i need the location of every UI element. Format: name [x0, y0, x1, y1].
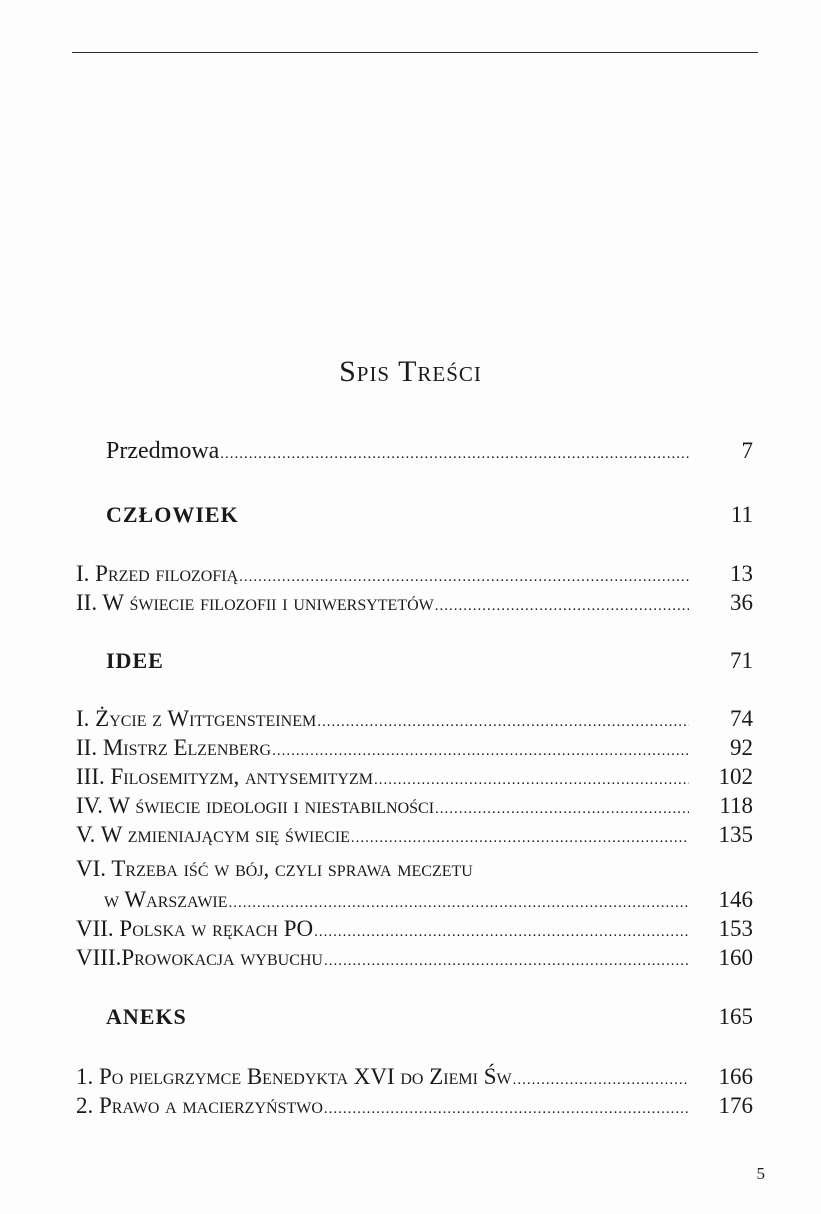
page-number: 5 — [756, 1164, 765, 1183]
toc-entry-przedmowa — [0, 436, 821, 469]
toc-entry-page: 135 — [718, 822, 753, 847]
toc-entry-label: I. Przed filozofią — [76, 561, 239, 586]
section-heading-label: CZŁOWIEK — [106, 502, 239, 527]
dot-leader — [324, 946, 689, 976]
dot-leader — [220, 439, 689, 469]
toc-entry-page: 146 — [718, 887, 753, 912]
toc-entry — [0, 588, 821, 621]
toc-entry-page: 92 — [730, 735, 753, 760]
toc-entry-page: 176 — [718, 1093, 753, 1118]
toc-entry-page: 13 — [730, 561, 753, 586]
dot-leader — [351, 823, 689, 853]
toc-entry — [0, 1091, 821, 1124]
toc-entry-label: I. Życie z Wittgensteinem — [76, 706, 317, 731]
dot-leader — [435, 591, 689, 621]
toc-entry-page: 166 — [718, 1064, 753, 1089]
toc-entry-label: VIII.Prowokacja wybuchu — [76, 945, 323, 970]
toc-entry-label: VII. Polska w rękach PO — [76, 916, 314, 941]
toc-entry-label: V. W zmieniającym się świecie — [76, 822, 350, 847]
toc-entry-page: 160 — [718, 945, 753, 970]
toc-entry-label: IV. W świecie ideologii i niestabilności — [76, 793, 435, 818]
toc-entry-label: 1. Po pielgrzymce Benedykta XVI do Ziemi Św — [76, 1064, 512, 1089]
section-heading-label: ANEKS — [106, 1004, 187, 1029]
toc-entry-label: 2. Prawo a macierzyństwo — [76, 1093, 323, 1118]
toc-entry — [0, 820, 821, 853]
section-heading-page: 71 — [730, 648, 753, 673]
toc-entry-label: III. Filosemityzm, antysemityzm — [76, 764, 373, 789]
toc-entry-page: 7 — [741, 438, 753, 463]
toc-entry — [0, 943, 821, 976]
toc-entry-label: II. W świecie filozofii i uniwersytetów — [76, 590, 434, 615]
section-heading-czlowiek — [0, 500, 821, 530]
section-heading-aneks — [0, 1002, 821, 1032]
page-title: Spis Treści — [339, 355, 482, 388]
section-heading-page: 11 — [730, 502, 753, 527]
dot-leader — [324, 1094, 689, 1124]
toc-entry-page: 118 — [719, 793, 753, 818]
section-heading-label: IDEE — [106, 648, 164, 673]
top-rule — [72, 52, 758, 53]
section-heading-page: 165 — [718, 1004, 753, 1029]
toc-entry-page: 102 — [718, 764, 753, 789]
toc-entry-label: II. Mistrz Elzenberg — [76, 735, 272, 760]
section-heading-idee — [0, 646, 821, 676]
toc-entry-label-continuation: w Warszawie — [104, 887, 228, 912]
toc-entry-page: 153 — [718, 916, 753, 941]
toc-entry-label: Przedmowa — [106, 438, 220, 464]
toc-entry-page: 74 — [730, 706, 753, 731]
toc-entry-page: 36 — [730, 590, 753, 615]
toc-entry-label-multiline: VI. Trzeba iść w bój, czyli sprawa meczetu — [76, 856, 473, 881]
